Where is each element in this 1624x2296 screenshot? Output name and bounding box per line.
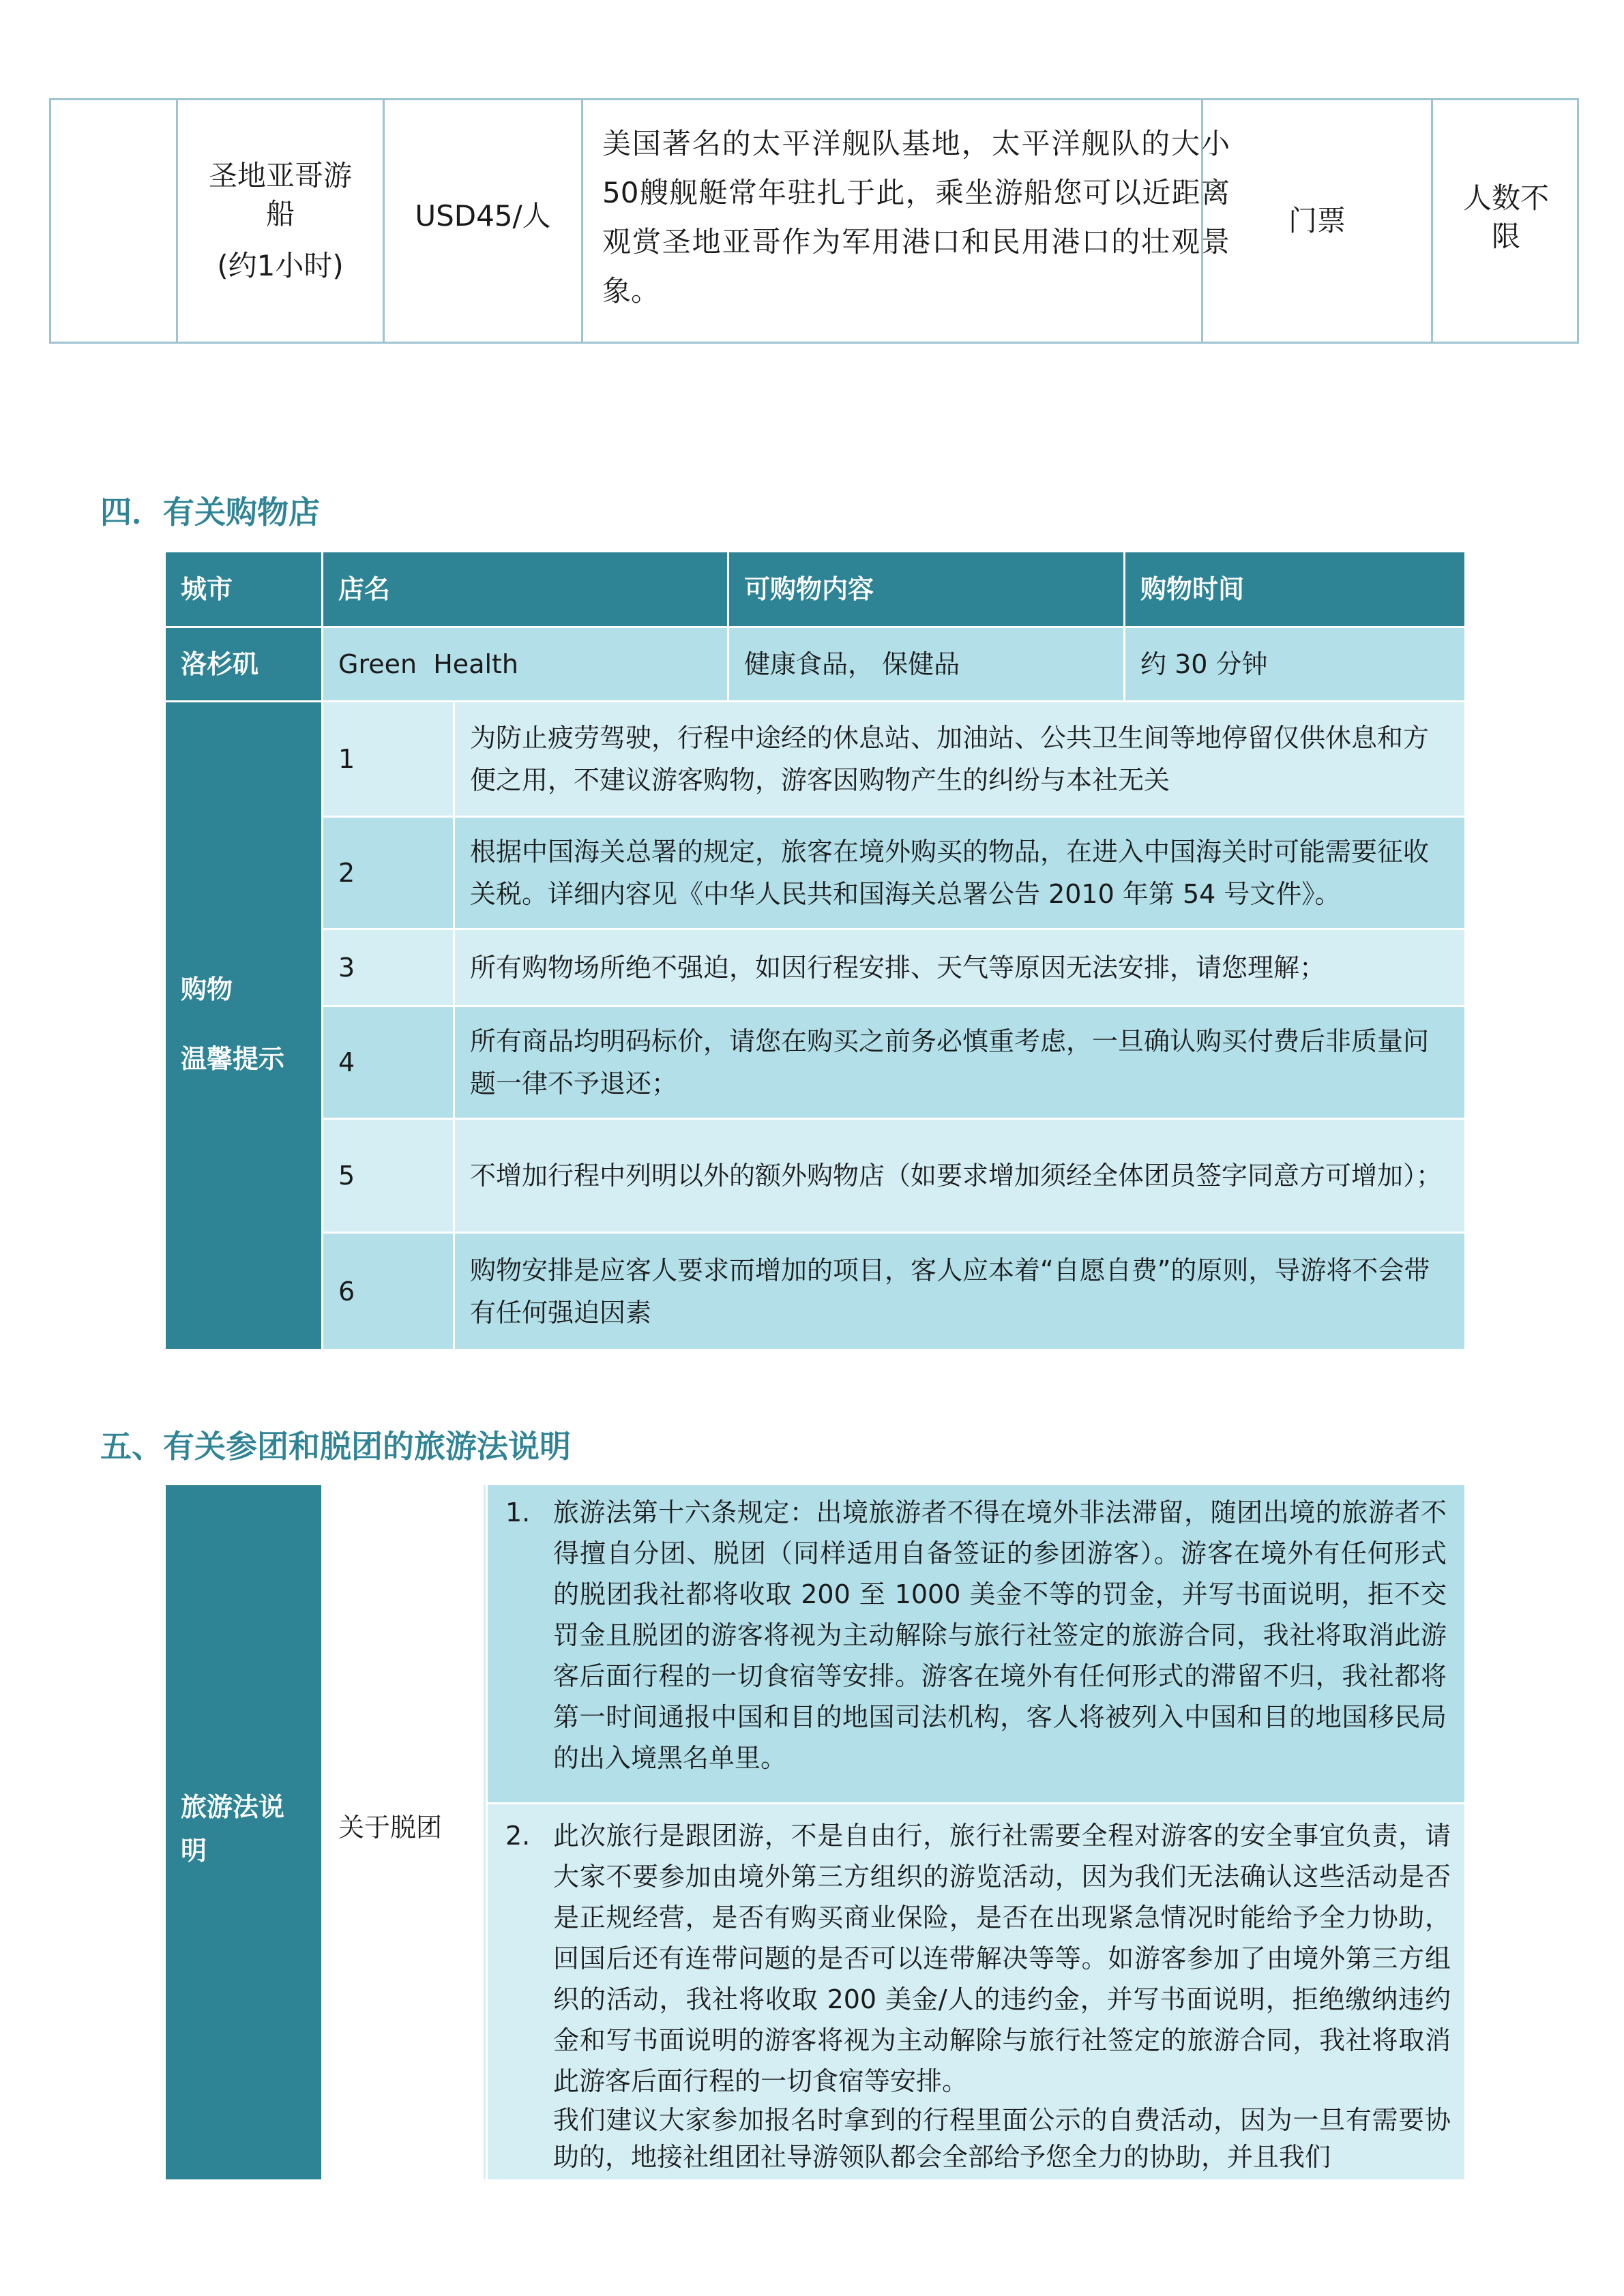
tip-number: 1 [323,702,453,816]
tip-text: 所有商品均明码标价，请您在购买之前务必慎重考虑，一旦确认购买付费后非质量问题一律不予退还； [455,1007,1464,1118]
store-name: Green Health [323,628,727,700]
tour-index-cell [51,100,176,342]
law-item-text-extra: 我们建议大家参加报名时拿到的行程里面公示的自费活动，因为一旦有需要协助的，地接社组团社导游领队都会全部给予您全力的协助，并且我们 [553,2105,1451,2172]
tip-text: 为防止疲劳驾驶，行程中途经的休息站、加油站、公共卫生间等地停留仅供休息和方便之用，不建议游客购物，游客因购物产生的纠纷与本社无关 [455,702,1464,816]
tour-name-cell [178,100,383,342]
tour-description: 美国著名的太平洋舰队基地，太平洋舰队的大小50艘舰艇常年驻扎于此，乘坐游船您可以近距离观赏圣地亚哥作为军用港口和民用港口的壮观景象。 [602,127,1230,308]
law-item-number: 1. [505,1497,531,1527]
store-city: 洛杉矶 [166,628,321,700]
optional-tour-table [49,98,1579,344]
header-time: 购物时间 [1125,552,1464,626]
shopping-tips-label-line2: 温馨提示 [181,1044,285,1074]
tour-price: USD45/人 [415,199,551,233]
tour-includes: 门票 [1288,204,1346,237]
law-item-text-main: 此次旅行是跟团游，不是自由行，旅行社需要全程对游客的安全事宜负责，请大家不要参加由境外第三方组织的游览活动，因为我们无法确认这些活动是否是正规经营，是否有购买商业保险，是否在出现紧急情况时能给予全力协助，回国后还有连带问题的是否可以连带解决等等。如游客参加了由境外第三方组织的活动，我社将收取 200 美金/人的违约金，并写书面说明，拒绝缴纳违约金和写书面说明的游客将视为主动解除与旅行社签定的旅游合同，我社将取消此游客后面行程的一切食宿等安排。 [553,1821,1451,2096]
travel-law-label-line2: 明 [181,1836,207,1866]
tip-number: 5 [323,1120,453,1232]
law-item-number: 2. [505,1821,531,1851]
shopping-tips-label [166,702,321,1349]
travel-law-label [166,1485,321,2179]
tip-number: 2 [323,818,453,928]
law-item-text: 旅游法第十六条规定：出境旅游者不得在境外非法滞留，随团出境的旅游者不得擅自分团、脱团（同样适用自备签证的参团游客）。游客在境外有任何形式的脱团我社都将收取 200 至 1000 美金不等的罚金，并写书面说明，拒不交罚金且脱团的游客将视为主动解除与旅行社签定的旅游合同，我社将取消此游客后面行程的一切食宿等安排。游客在境外有任何形式的滞留不归，我社都将第一时间通报中国和目的地国司法机构，客人将被列入中国和目的地国移民局的出入境黑名单里。 [553,1497,1447,1773]
tip-text: 不增加行程中列明以外的额外购物店（如要求增加须经全体团员签字同意方可增加）； [455,1120,1464,1232]
leave-group-label: 关于脱团 [323,1485,486,2179]
tour-name-line1: 圣地亚哥游 [208,159,352,192]
tip-text: 所有购物场所绝不强迫，如因行程安排、天气等原因无法安排，请您理解； [455,930,1464,1005]
law-item [488,1804,1464,2179]
header-store: 店名 [323,552,727,626]
tour-people-cell [1433,100,1579,342]
tip-number: 6 [323,1234,453,1349]
law-item [488,1485,1464,1802]
section4-title: 四．有关购物店 [100,494,320,531]
tip-text: 根据中国海关总署的规定，旅客在境外购买的物品，在进入中国海关时可能需要征收关税。详细内容见《中华人民共和国海关总署公告 2010 年第 54 号文件》。 [455,818,1464,928]
column-divider [581,100,583,342]
tip-text: 购物安排是应客人要求而增加的项目，客人应本着“自愿自费”的原则，导游将不会带有任何强迫因素 [455,1234,1464,1349]
tour-duration: (约1小时) [217,249,344,282]
tip-number: 4 [323,1007,453,1118]
store-time: 约 30 分钟 [1125,628,1464,700]
tip-number: 3 [323,930,453,1005]
store-items: 健康食品， 保健品 [729,628,1123,700]
law-item-text [553,1815,1451,2175]
header-city: 城市 [166,552,321,626]
tour-people-line2: 限 [1491,220,1520,253]
header-items: 可购物内容 [729,552,1123,626]
tour-people-line1: 人数不 [1462,181,1549,215]
section5-title: 五、有关参团和脱团的旅游法说明 [100,1428,571,1465]
travel-law-label-line1: 旅游法说 [181,1792,285,1822]
tour-name-line2: 船 [265,197,295,230]
shopping-tips-label-line1: 购物 [181,974,233,1004]
